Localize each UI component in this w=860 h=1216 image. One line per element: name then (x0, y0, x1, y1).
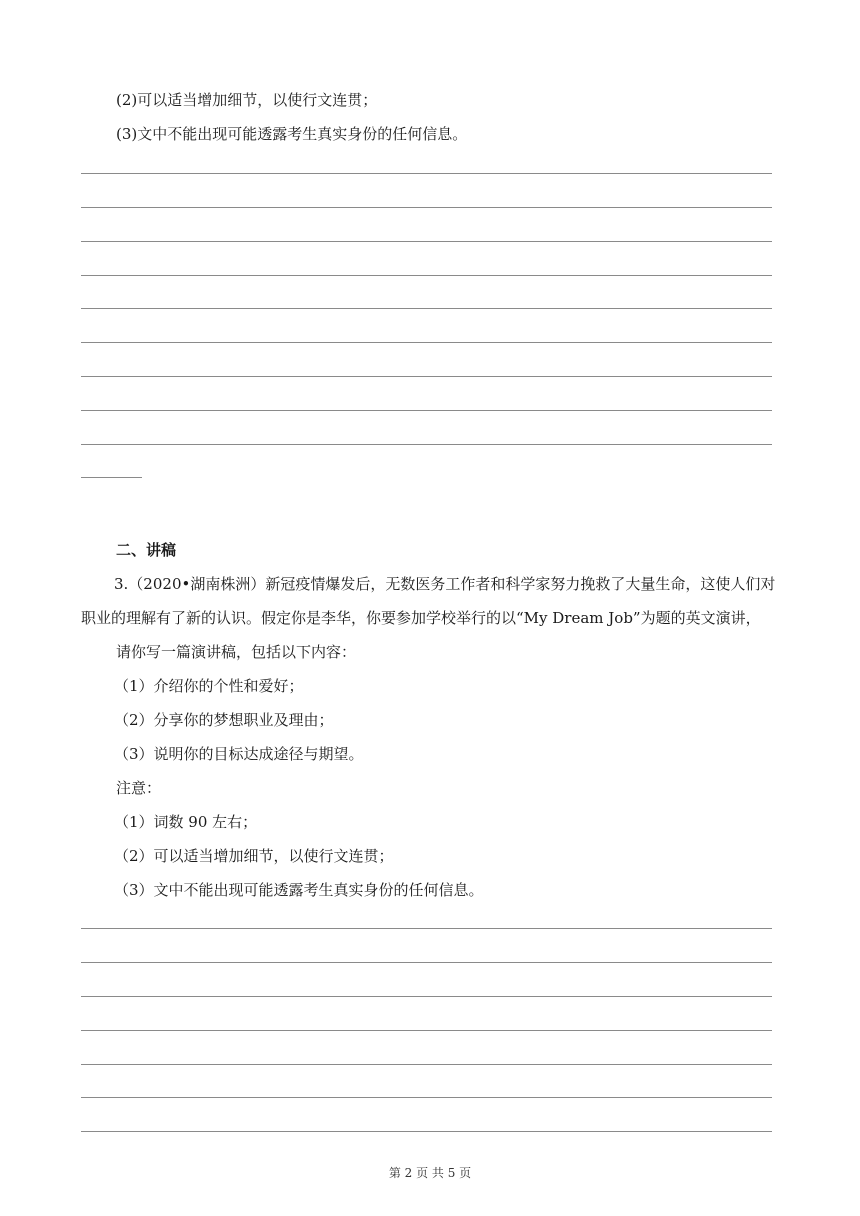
answer-line (81, 308, 772, 309)
question-text-line-2: 职业的理解有了新的认识。假定你是李华，你要参加学校举行的以“My Dream Job”为题的英文演讲， (81, 609, 761, 627)
question-text-line-3: 请你写一篇演讲稿，包括以下内容： (116, 643, 357, 661)
content-item-3: （3）说明你的目标达成途径与期望。 (114, 745, 364, 763)
page-number: 第 2 页 共 5 页 (388, 1166, 472, 1180)
answer-line (81, 1131, 772, 1132)
answer-line (81, 444, 772, 445)
note-item-2: （2）可以适当增加细节，以使行文连贯； (114, 847, 394, 865)
content-item-1: （1）介绍你的个性和爱好； (114, 677, 304, 695)
answer-line (81, 928, 772, 929)
answer-line (81, 1030, 772, 1031)
answer-line (81, 173, 772, 174)
question-text-line-1: 3.（2020•湖南株洲）新冠疫情爆发后，无数医务工作者和科学家努力挽救了大量生命，这使人们对 (114, 575, 776, 593)
answer-line (81, 1097, 772, 1098)
note-item-1: （1）词数 90 左右； (114, 813, 258, 831)
answer-line (81, 962, 772, 963)
answer-line (81, 342, 772, 343)
note-item-3: （3）文中不能出现可能透露考生真实身份的任何信息。 (114, 881, 484, 899)
answer-line (81, 241, 772, 242)
answer-line (81, 275, 772, 276)
requirement-item-3: (3)文中不能出现可能透露考生真实身份的任何信息。 (116, 125, 468, 143)
answer-line (81, 996, 772, 997)
content-item-2: （2）分享你的梦想职业及理由； (114, 711, 334, 729)
answer-line (81, 207, 772, 208)
section-heading: 二、讲稿 (116, 541, 177, 559)
answer-line (81, 376, 772, 377)
notes-label: 注意： (116, 779, 162, 797)
answer-line (81, 1064, 772, 1065)
requirement-item-2: (2)可以适当增加细节，以使行文连贯； (116, 91, 378, 109)
answer-line-end (81, 477, 142, 478)
answer-line (81, 410, 772, 411)
